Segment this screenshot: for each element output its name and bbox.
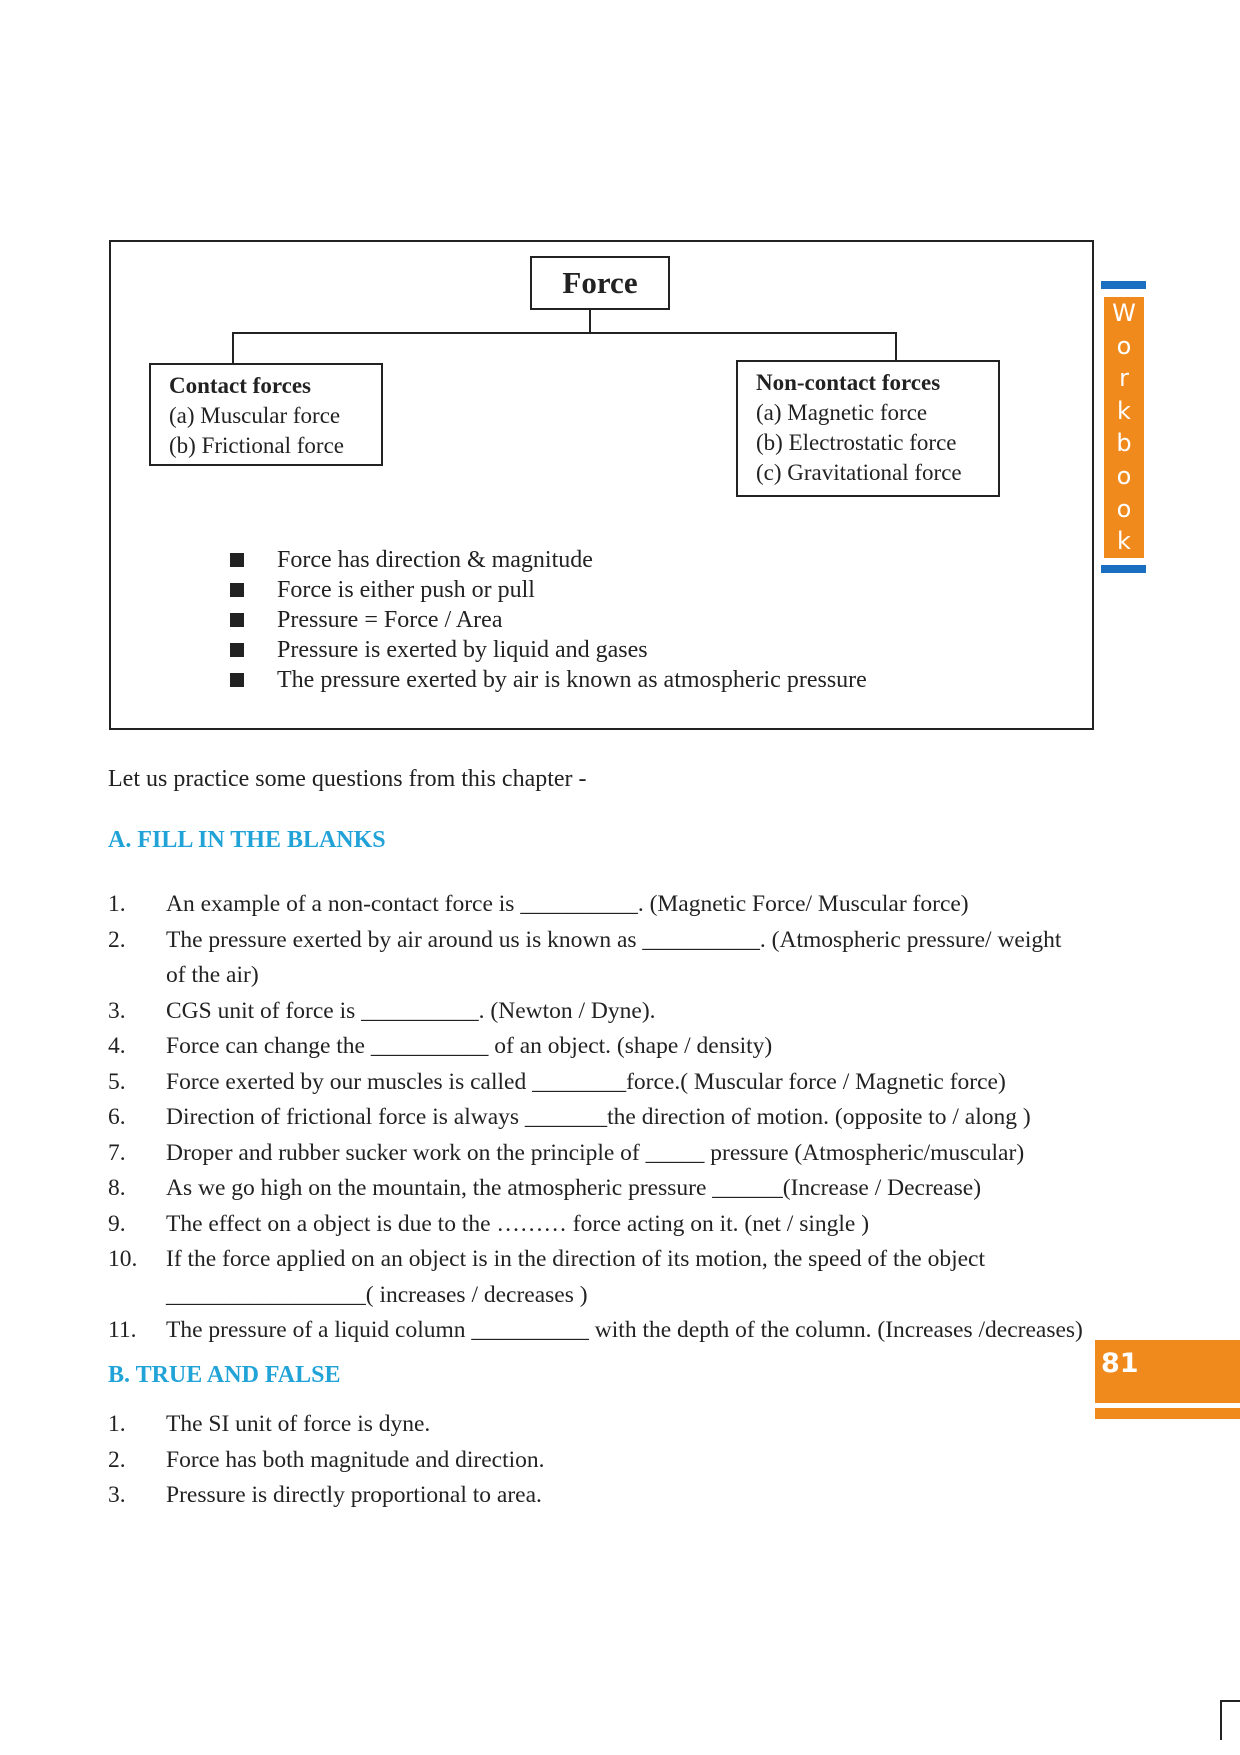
question-item bbox=[108, 1407, 1108, 1443]
question-text: The effect on a object is due to the ……… force acting on it. (net / single ) bbox=[166, 1210, 870, 1237]
square-bullet-icon bbox=[230, 673, 244, 687]
page-number-tab bbox=[1095, 1340, 1240, 1403]
section-a-heading: A. FILL IN THE BLANKS bbox=[108, 827, 386, 853]
fill-in-blanks-list bbox=[108, 887, 1108, 1349]
square-bullet-icon bbox=[230, 583, 244, 597]
fact-item: Force is either push or pull bbox=[225, 575, 867, 605]
connector-right-down bbox=[895, 332, 897, 360]
fact-item: Force has direction & magnitude bbox=[225, 545, 867, 575]
question-text: CGS unit of force is __________. (Newton / Dyne). bbox=[166, 997, 656, 1024]
connector-horizontal bbox=[232, 332, 897, 334]
question-item bbox=[108, 1242, 1108, 1313]
page-number-bar bbox=[1095, 1408, 1240, 1419]
square-bullet-icon bbox=[230, 613, 244, 627]
fact-item: Pressure = Force / Area bbox=[225, 605, 867, 635]
question-text: The pressure exerted by air around us is known as __________. (Atmospheric pressure/ weight bbox=[166, 926, 1062, 953]
question-number: 3. bbox=[108, 997, 126, 1024]
question-number: 3. bbox=[108, 1482, 126, 1508]
question-number: 8. bbox=[108, 1175, 126, 1201]
workbook-tab-top-bar bbox=[1101, 281, 1146, 289]
question-number: 11. bbox=[108, 1317, 137, 1343]
non-contact-force-item: (a) Magnetic force bbox=[756, 400, 928, 425]
page-number: 81 bbox=[1101, 1348, 1139, 1379]
question-text: The SI unit of force is dyne. bbox=[166, 1411, 431, 1437]
question-item bbox=[108, 1313, 1108, 1349]
question-item bbox=[108, 923, 1108, 994]
non-contact-forces-node bbox=[736, 360, 1000, 497]
question-text: Direction of frictional force is always _______the direction of motion. (opposite to / along ) bbox=[166, 1104, 1031, 1130]
question-item bbox=[108, 1478, 1108, 1514]
question-text: Pressure is directly proportional to area. bbox=[166, 1482, 542, 1508]
question-number: 2. bbox=[108, 1446, 126, 1473]
workbook-letter: o bbox=[1116, 461, 1132, 490]
crop-mark bbox=[1220, 1700, 1222, 1740]
square-bullet-icon bbox=[230, 643, 244, 657]
question-text: Droper and rubber sucker work on the principle of _____ pressure (Atmospheric/muscular) bbox=[166, 1139, 1025, 1166]
question-number: 9. bbox=[108, 1210, 126, 1237]
question-number: 2. bbox=[108, 926, 126, 953]
question-text: If the force applied on an object is in the direction of its motion, the speed of the object bbox=[166, 1246, 985, 1272]
force-facts-list bbox=[225, 545, 867, 695]
square-bullet-icon bbox=[230, 553, 244, 567]
question-number: 6. bbox=[108, 1104, 126, 1130]
question-text: Force exerted by our muscles is called ________force.( Muscular force / Magnetic force) bbox=[166, 1068, 1006, 1095]
question-item bbox=[108, 1065, 1108, 1101]
question-item bbox=[108, 1443, 1108, 1479]
workbook-letter: k bbox=[1117, 527, 1131, 556]
section-b-heading: B. TRUE AND FALSE bbox=[108, 1362, 341, 1388]
workbook-tab bbox=[1104, 297, 1144, 558]
workbook-letter: b bbox=[1116, 429, 1132, 458]
question-text: The pressure of a liquid column __________ with the depth of the column. (Increases /decreases) bbox=[166, 1317, 1083, 1343]
question-text: _________________( increases / decreases ) bbox=[166, 1281, 588, 1308]
question-number: 1. bbox=[108, 891, 126, 917]
non-contact-forces-title: Non-contact forces bbox=[756, 370, 941, 395]
question-item bbox=[108, 1136, 1108, 1172]
question-item bbox=[108, 994, 1108, 1030]
question-text: An example of a non-contact force is __________. (Magnetic Force/ Muscular force) bbox=[166, 891, 969, 917]
connector-left-down bbox=[232, 332, 234, 363]
question-item bbox=[108, 887, 1108, 923]
contact-forces-title: Contact forces bbox=[169, 373, 311, 398]
workbook-tab-bottom-bar bbox=[1101, 565, 1146, 573]
workbook-letter: o bbox=[1116, 331, 1132, 360]
question-number: 7. bbox=[108, 1139, 126, 1166]
question-number: 10. bbox=[108, 1246, 138, 1272]
crop-mark bbox=[1222, 1700, 1240, 1702]
workbook-letter: r bbox=[1119, 364, 1129, 393]
question-item bbox=[108, 1029, 1108, 1065]
contact-force-item: (a) Muscular force bbox=[169, 403, 341, 428]
fact-item: The pressure exerted by air is known as atmospheric pressure bbox=[225, 665, 867, 695]
non-contact-force-item: (b) Electrostatic force bbox=[756, 430, 957, 455]
fact-item: Pressure is exerted by liquid and gases bbox=[225, 635, 867, 665]
workbook-letter: o bbox=[1116, 494, 1132, 523]
question-number: 5. bbox=[108, 1068, 126, 1095]
contact-forces-node bbox=[149, 363, 383, 466]
non-contact-force-item: (c) Gravitational force bbox=[756, 460, 962, 485]
connector-root-down bbox=[589, 310, 591, 334]
true-false-list bbox=[108, 1407, 1108, 1514]
question-number: 4. bbox=[108, 1033, 126, 1059]
question-text: of the air) bbox=[166, 962, 259, 988]
force-root-node: Force bbox=[530, 256, 670, 310]
intro-text: Let us practice some questions from this chapter - bbox=[108, 766, 587, 792]
workbook-letter: k bbox=[1117, 396, 1131, 425]
contact-force-item: (b) Frictional force bbox=[169, 433, 344, 458]
question-item bbox=[108, 1100, 1108, 1136]
question-item bbox=[108, 1171, 1108, 1207]
question-text: As we go high on the mountain, the atmospheric pressure ______(Increase / Decrease) bbox=[166, 1175, 982, 1201]
question-text: Force can change the __________ of an object. (shape / density) bbox=[166, 1033, 773, 1059]
question-number: 1. bbox=[108, 1411, 126, 1437]
workbook-letter: W bbox=[1112, 299, 1136, 327]
question-item bbox=[108, 1207, 1108, 1243]
question-text: Force has both magnitude and direction. bbox=[166, 1446, 545, 1473]
